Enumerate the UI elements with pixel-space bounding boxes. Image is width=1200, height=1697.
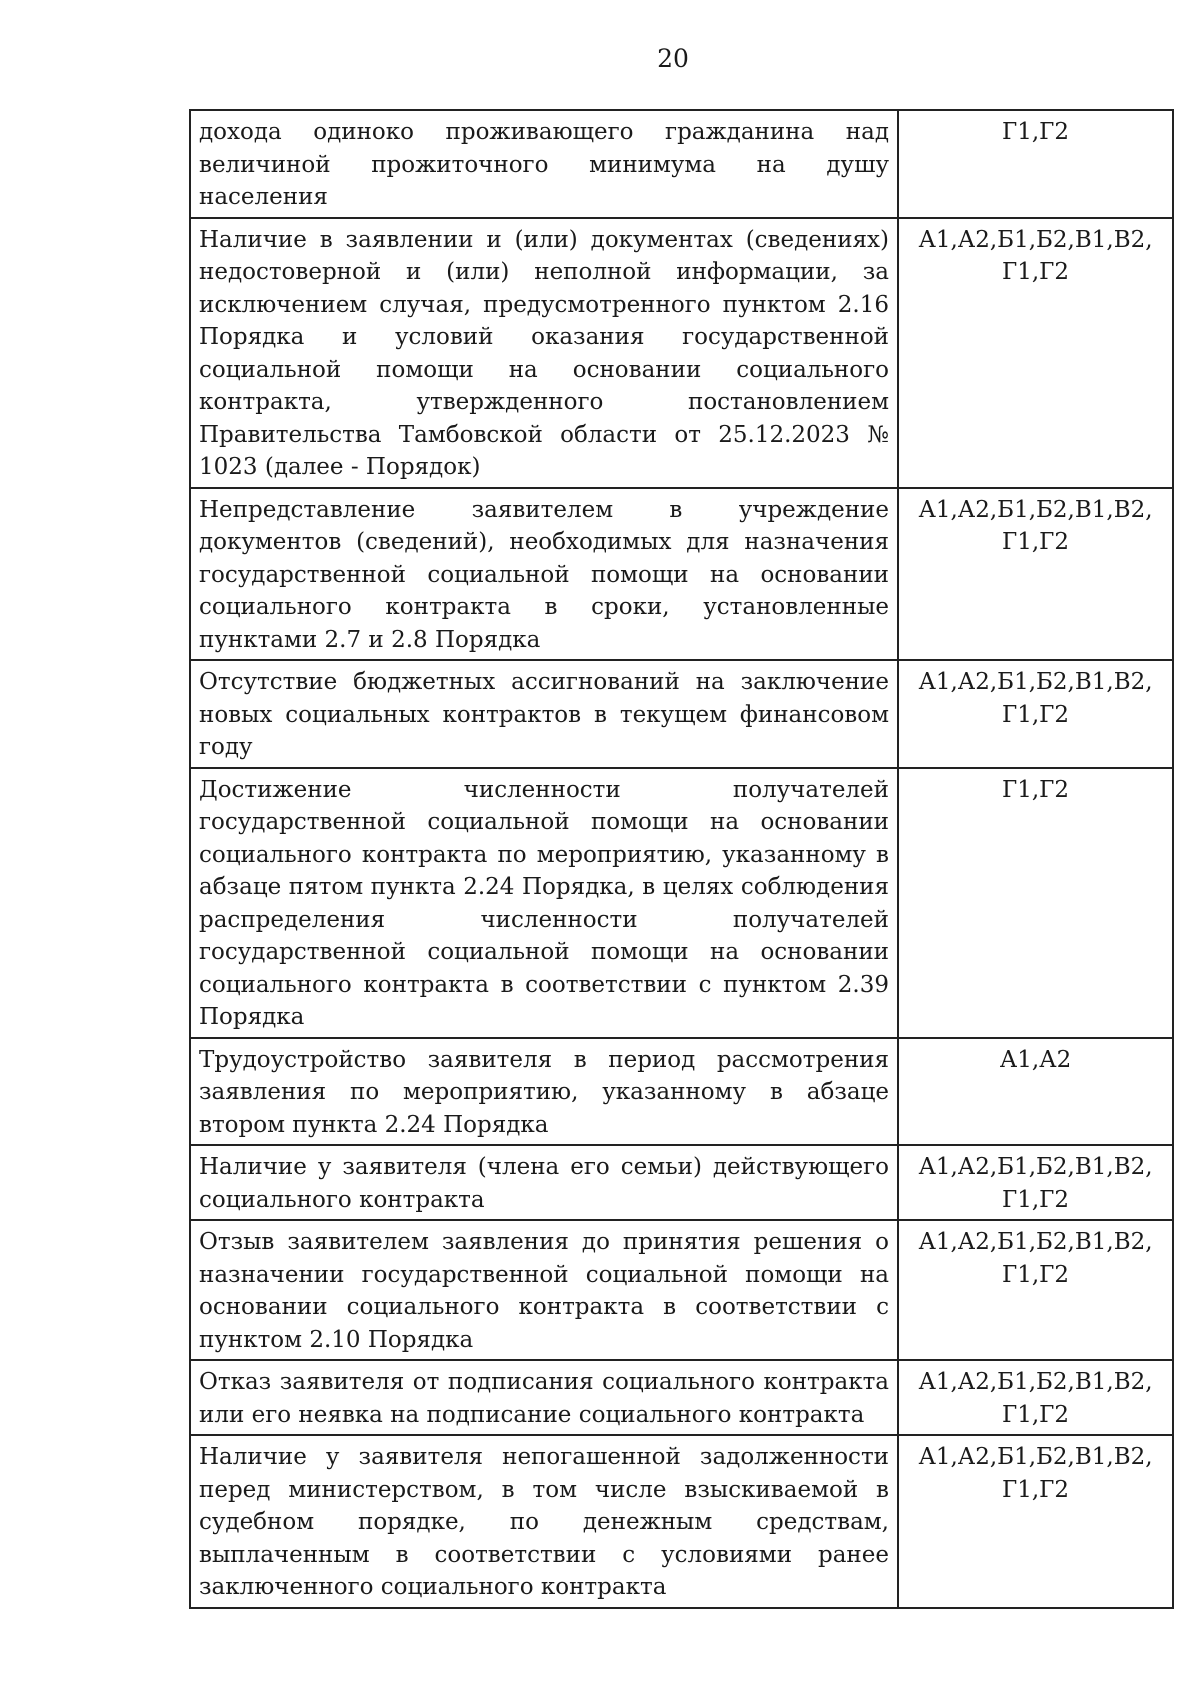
- reason-cell: Непредставление заявителем в учреждение документов (сведений), необходимых для назначения государственной социальной помощи на основании социального контракта в сроки, установленные пунктами 2.7 и 2.8 Порядка: [190, 488, 898, 661]
- codes-line: Г1,Г2: [1001, 1186, 1070, 1213]
- table-row: [190, 488, 1173, 661]
- reason-cell: Наличие у заявителя (члена его семьи) действующего социального контракта: [190, 1145, 898, 1220]
- reason-cell: Наличие у заявителя непогашенной задолженности перед министерством, в том числе взыскиваемой в судебном порядке, по денежным средствам, выплаченным в соответствии с условиями ранее заключенного социального контракта: [190, 1435, 898, 1608]
- codes-line: Г1,Г2: [1001, 119, 1070, 145]
- codes-line: Г1,Г2: [1001, 701, 1070, 728]
- table-row: [190, 768, 1173, 1038]
- codes-line: Г1,Г2: [1001, 1476, 1070, 1503]
- codes-cell: [898, 1220, 1173, 1360]
- codes-line: А1,А2,Б1,Б2,В1,В2,: [918, 669, 1153, 695]
- codes-cell: [898, 1038, 1173, 1146]
- codes-cell: [898, 1360, 1173, 1435]
- table-row: [190, 1145, 1173, 1220]
- codes-line: Г1,Г2: [1001, 529, 1070, 555]
- codes-line: Г1,Г2: [1001, 1261, 1070, 1288]
- reason-cell: Трудоустройство заявителя в период рассмотрения заявления по мероприятию, указанному в абзаце втором пункта 2.24 Порядка: [190, 1038, 898, 1146]
- reason-cell: Отказ заявителя от подписания социального контракта или его неявка на подписание социального контракта: [190, 1360, 898, 1435]
- table-row: [190, 1220, 1173, 1360]
- codes-cell: [898, 768, 1173, 1038]
- codes-cell: [898, 488, 1173, 661]
- reason-cell: Наличие в заявлении и (или) документах (сведениях) недостоверной и (или) неполной информации, за исключением случая, предусмотренного пунктом 2.16 Порядка и условий оказания государственной социальной помощи на основании социального контракта, утвержденного постановлением Правительства Тамбовской области от 25.12.2023 № 1023 (далее - Порядок): [190, 218, 898, 488]
- codes-line: А1,А2: [999, 1046, 1072, 1073]
- reason-cell: Отзыв заявителем заявления до принятия решения о назначении государственной социальной помощи на основании социального контракта в соответствии с пунктом 2.10 Порядка: [190, 1220, 898, 1360]
- codes-cell: [898, 110, 1173, 218]
- codes-line: А1,А2,Б1,Б2,В1,В2,: [918, 1229, 1153, 1255]
- codes-line: А1,А2,Б1,Б2,В1,В2,: [918, 496, 1153, 523]
- reason-cell: Отсутствие бюджетных ассигнований на заключение новых социальных контрактов в текущем финансовом году: [190, 660, 898, 768]
- table-row: [190, 218, 1173, 488]
- codes-line: А1,А2,Б1,Б2,В1,В2,: [918, 1369, 1153, 1395]
- codes-line: А1,А2,Б1,Б2,В1,В2,: [918, 226, 1153, 253]
- page-number: 20: [657, 44, 689, 73]
- reason-cell: Достижение численности получателей государственной социальной помощи на основании социального контракта по мероприятию, указанному в абзаце пятом пункта 2.24 Порядка, в целях соблюдения распределения численности получателей государственной социальной помощи на основании социального контракта в соответствии с пунктом 2.39 Порядка: [190, 768, 898, 1038]
- codes-cell: [898, 218, 1173, 488]
- grounds-table: [189, 109, 1174, 1609]
- table-row: [190, 660, 1173, 768]
- reason-cell: дохода одиноко проживающего гражданина над величиной прожиточного минимума на душу населения: [190, 110, 898, 218]
- table-row: [190, 110, 1173, 218]
- codes-cell: [898, 1435, 1173, 1608]
- codes-line: А1,А2,Б1,Б2,В1,В2,: [918, 1154, 1153, 1180]
- table-row: [190, 1360, 1173, 1435]
- codes-line: А1,А2,Б1,Б2,В1,В2,: [918, 1444, 1153, 1470]
- codes-cell: [898, 1145, 1173, 1220]
- codes-cell: [898, 660, 1173, 768]
- table-row: [190, 1038, 1173, 1146]
- codes-line: Г1,Г2: [1001, 1401, 1070, 1428]
- table-row: [190, 1435, 1173, 1608]
- codes-line: Г1,Г2: [1001, 259, 1070, 285]
- codes-line: Г1,Г2: [1001, 776, 1070, 803]
